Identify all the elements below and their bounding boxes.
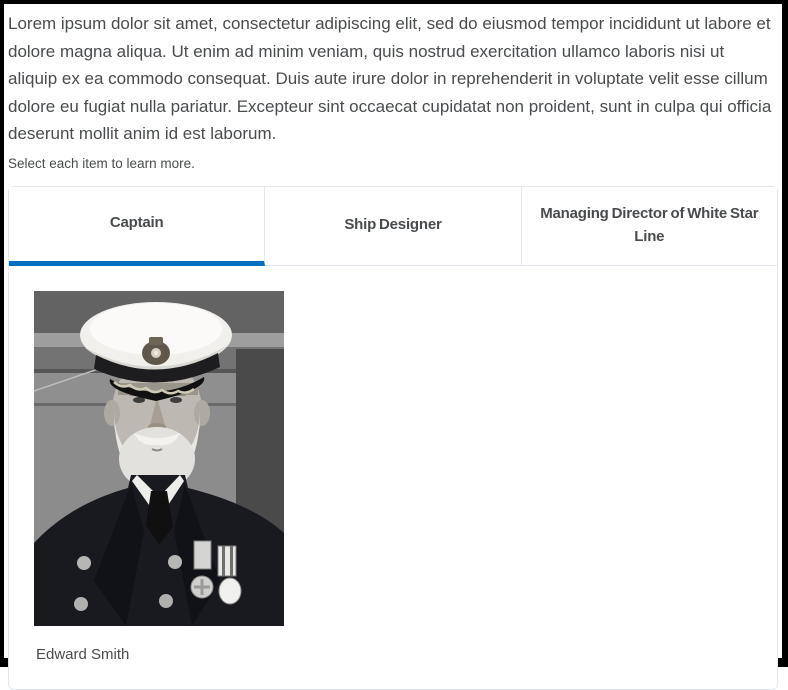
captain-portrait-photo [34,291,284,626]
tab-label: Managing Director of White Star Line [540,205,759,245]
page [4,4,782,690]
tab-managing-director[interactable] [522,187,777,266]
tab-panel-captain [9,266,777,689]
instruction-text: Select each item to learn more. [8,155,195,171]
tab-list [9,187,777,266]
photo-caption: Edward Smith [36,645,130,663]
tab-captain[interactable] [9,187,265,266]
tab-label: Ship Designer [344,216,442,234]
tab-ship-designer[interactable] [265,187,521,266]
tab-label: Captain [109,214,164,232]
tabs-widget [8,186,778,690]
intro-paragraph: Lorem ipsum dolor sit amet, consectetur adipiscing elit, sed do eiusmod tempor incididunt ut labore et dolore magna aliqua. Ut enim ad minim veniam, quis nostrud exercitation ullamco laboris nisi ut aliquip ex ea commodo consequat. Duis aute irure dolor in reprehenderit in voluptate velit esse cillum dolore eu fugiat nulla pariatur. Excepteur sint occaecat cupidatat non proident, sunt in culpa qui officia deserunt mollit anim id est laborum. [8,14,772,144]
